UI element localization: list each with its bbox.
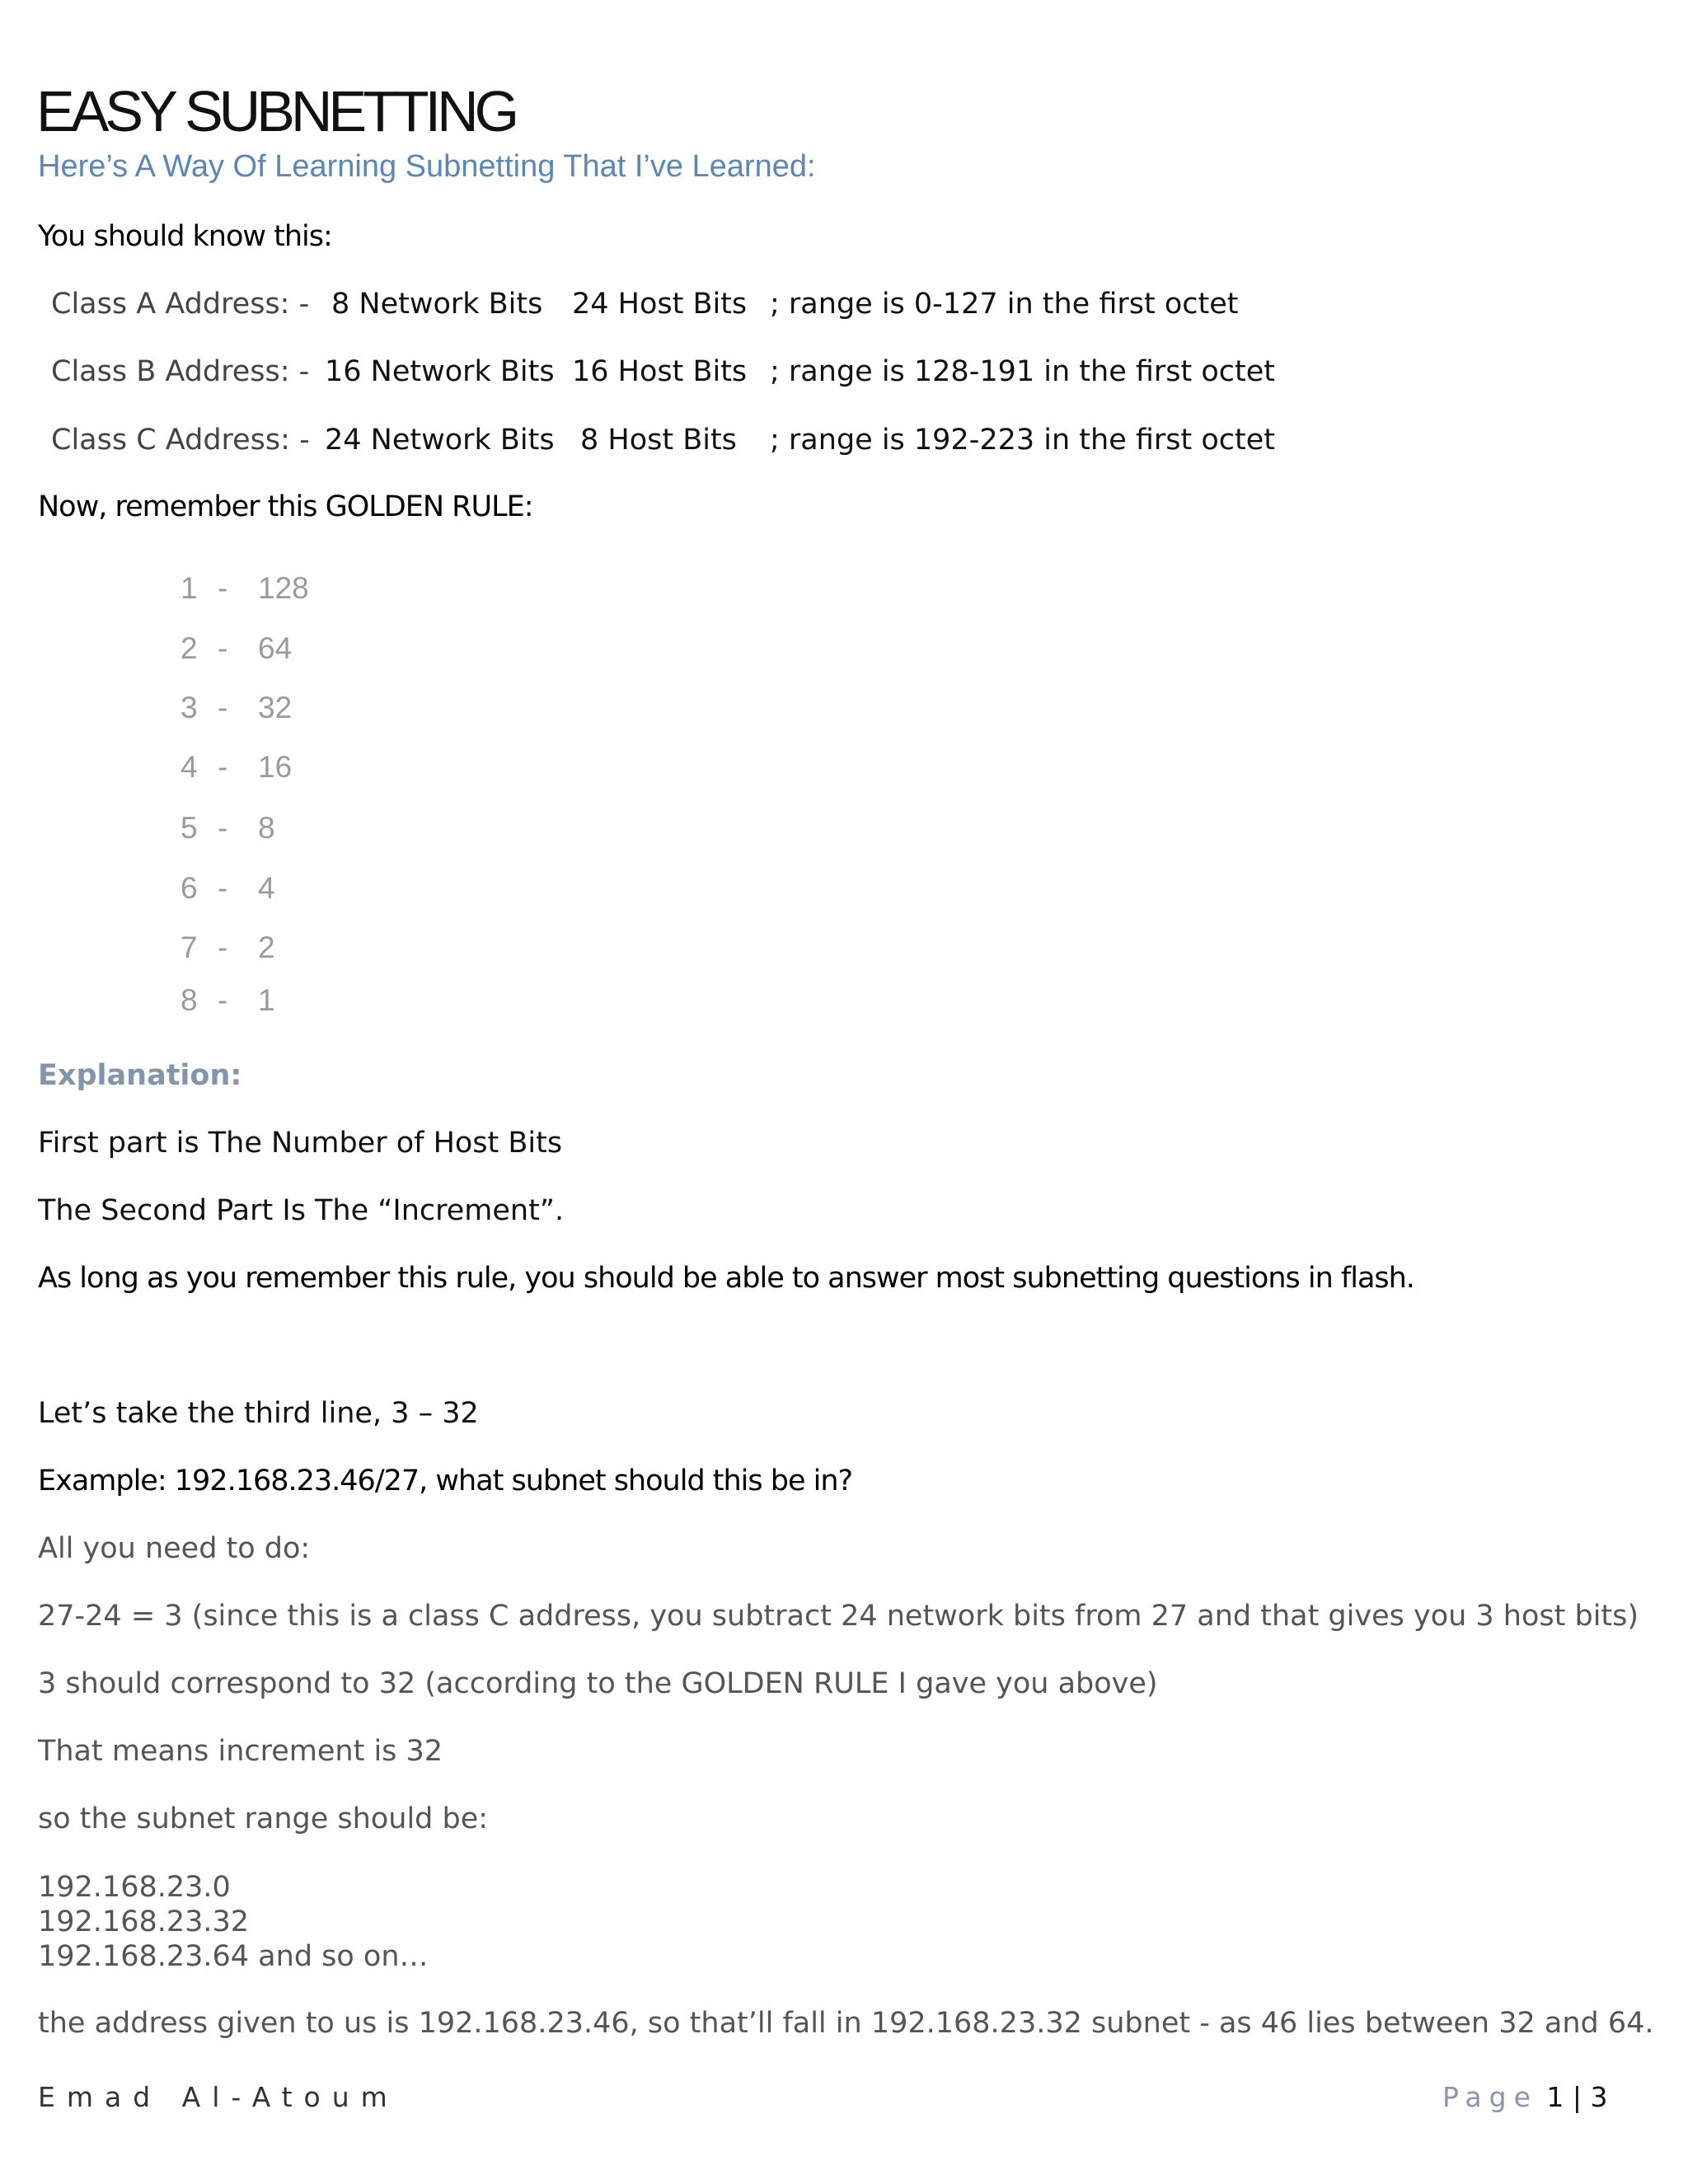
host-bits-value: 1: [181, 571, 198, 605]
increment-value: 1: [258, 983, 275, 1017]
class-range: ; range is 128-191 in the first octet: [770, 355, 1276, 388]
rule-dash: -: [218, 750, 228, 784]
example-calc: 27-24 = 3 (since this is a class C address, you subtract 24 network bits from 27 and that gives you 3 host bits): [38, 1600, 1639, 1633]
example-increment: That means increment is 32: [38, 1735, 443, 1768]
increment-value: 8: [258, 811, 275, 845]
rule-dash: -: [218, 691, 228, 724]
network-bits: 24 Network Bits: [325, 424, 555, 457]
footer-author: Emad Al-Atoum: [38, 2081, 399, 2113]
host-bits-value: 2: [181, 631, 198, 665]
network-bits: 8 Network Bits: [331, 288, 543, 321]
class-range: ; range is 0-127 in the first octet: [770, 288, 1239, 321]
increment-value: 64: [258, 631, 293, 665]
class-label: Class C Address: -: [51, 424, 310, 457]
network-bits: 16 Network Bits: [325, 355, 555, 388]
rule-dash: -: [218, 983, 228, 1017]
page-title: EASY SUBNETTING: [36, 79, 516, 143]
explanation-heading: Explanation:: [38, 1059, 242, 1092]
host-bits: 16 Host Bits: [572, 355, 748, 388]
page-label: Page: [1442, 2081, 1538, 2113]
increment-value: 32: [258, 691, 293, 724]
page-subtitle: Here’s A Way Of Learning Subnetting That I’ve Learned:: [38, 149, 816, 184]
increment-value: 128: [258, 571, 309, 605]
subnet-item: 192.168.23.32: [38, 1905, 250, 1938]
host-bits: 8 Host Bits: [580, 424, 737, 457]
subnet-item: 192.168.23.0: [38, 1871, 231, 1904]
explanation-second: The Second Part Is The “Increment”.: [38, 1194, 565, 1227]
increment-value: 4: [258, 871, 275, 905]
page-number: [1442, 2083, 1607, 2111]
rule-dash: -: [218, 571, 228, 605]
example-need: All you need to do:: [38, 1532, 311, 1565]
know-heading: You should know this:: [38, 220, 332, 253]
class-label: Class B Address: -: [51, 355, 310, 388]
page-count: 1 | 3: [1546, 2081, 1608, 2113]
example-conclusion: the address given to us is 192.168.23.46, so that’ll fall in 192.168.23.32 subnet - as 46 lies between 32 and 64.: [38, 2007, 1654, 2040]
explanation-bold: As long as you remember this rule, you should be able to answer most subnetting questions in flash.: [38, 1262, 1414, 1295]
rule-dash: -: [218, 871, 228, 905]
increment-value: 2: [258, 930, 275, 964]
subnet-item: 192.168.23.64 and so on…: [38, 1940, 429, 1973]
example-range-intro: so the subnet range should be:: [38, 1802, 489, 1835]
host-bits-value: 7: [181, 930, 198, 964]
rule-dash: -: [218, 631, 228, 665]
example-correspond: 3 should correspond to 32 (according to the GOLDEN RULE I gave you above): [38, 1667, 1158, 1700]
host-bits-value: 3: [181, 691, 198, 724]
example-question: Example: 192.168.23.46/27, what subnet should this be in?: [38, 1465, 853, 1497]
increment-value: 16: [258, 750, 293, 784]
host-bits-value: 8: [181, 983, 198, 1017]
host-bits-value: 4: [181, 750, 198, 784]
rule-dash: -: [218, 811, 228, 845]
explanation-first: First part is The Number of Host Bits: [38, 1127, 563, 1160]
rule-dash: -: [218, 930, 228, 964]
class-label: Class A Address: -: [51, 288, 310, 321]
golden-rule-heading: Now, remember this GOLDEN RULE:: [38, 490, 534, 523]
host-bits-value: 5: [181, 811, 198, 845]
example-intro: Let’s take the third line, 3 – 32: [38, 1397, 479, 1430]
class-range: ; range is 192-223 in the first octet: [770, 424, 1276, 457]
host-bits-value: 6: [181, 871, 198, 905]
host-bits: 24 Host Bits: [572, 288, 748, 321]
